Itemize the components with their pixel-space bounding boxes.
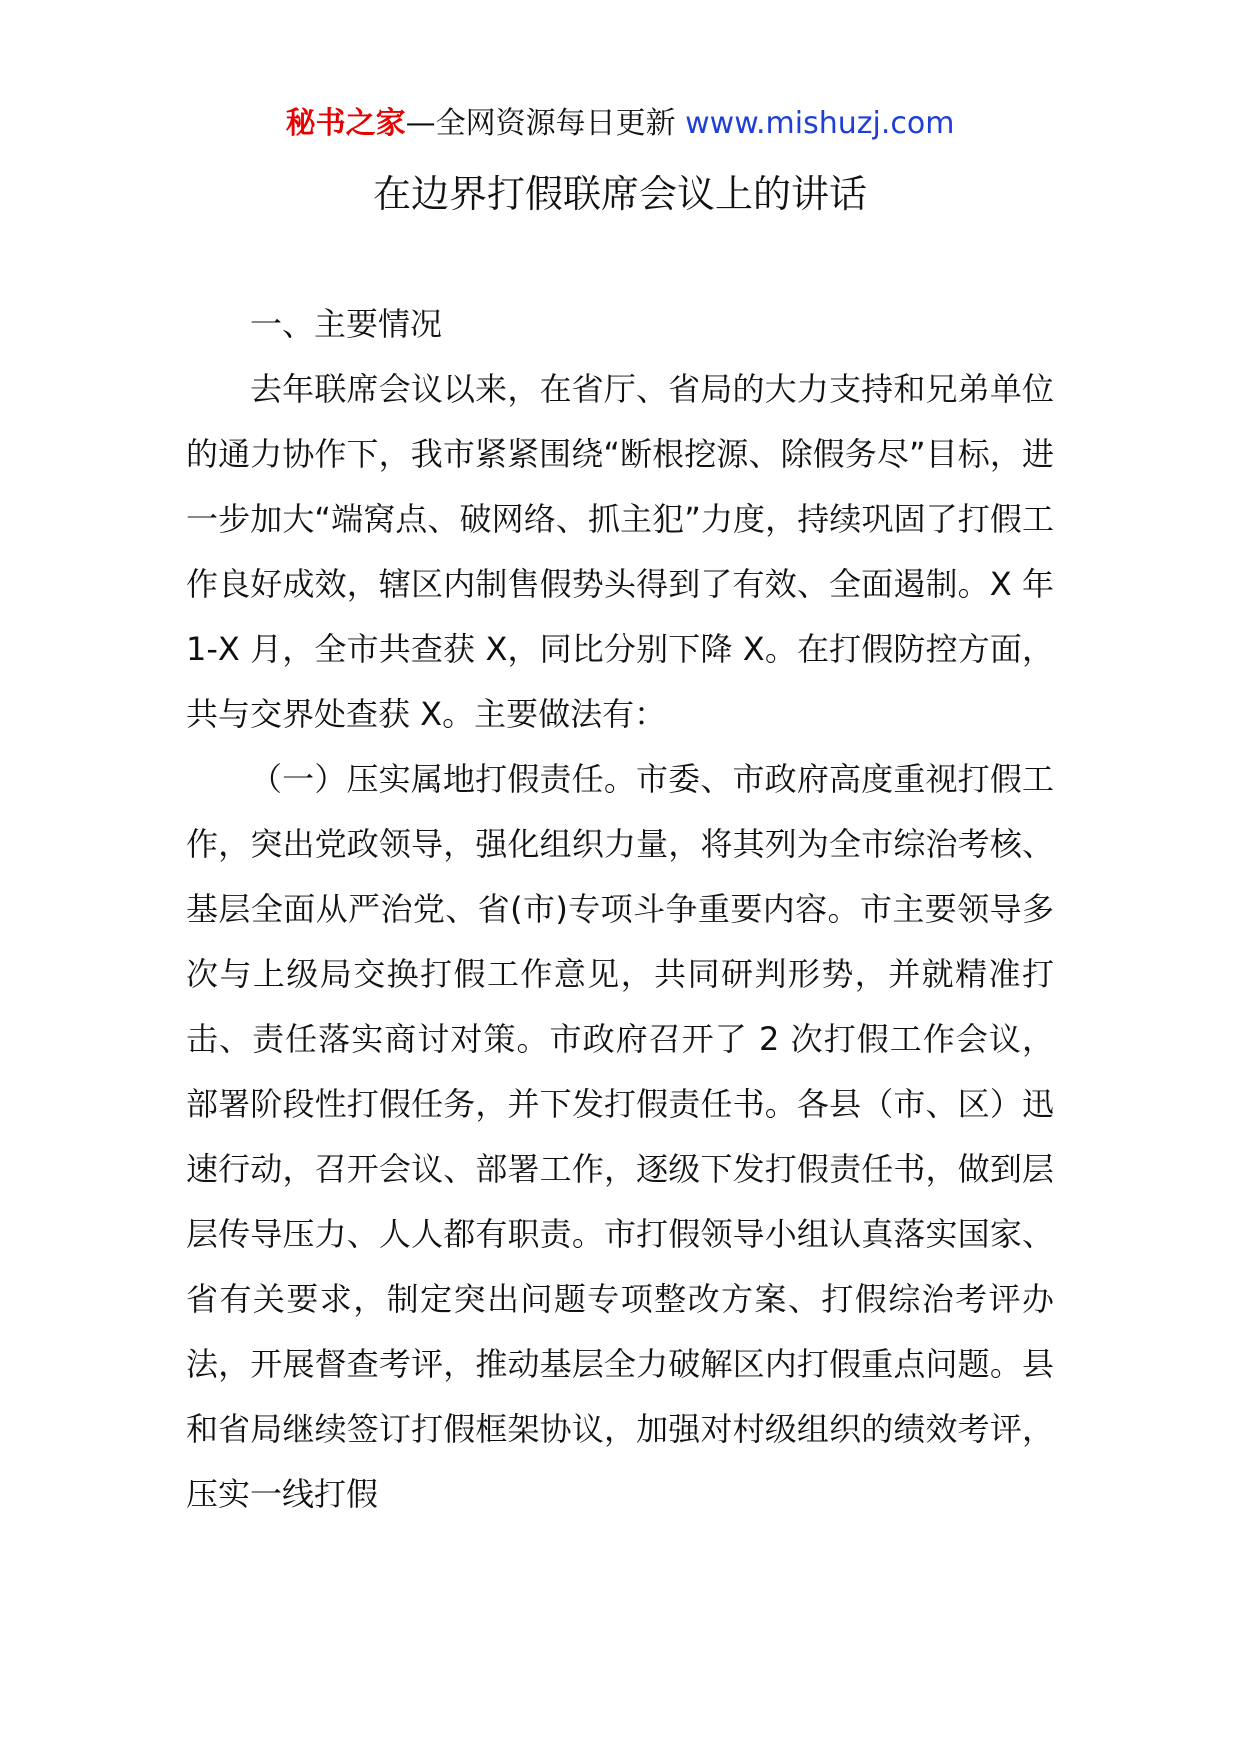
document-body [186,292,1054,1527]
site-url-link[interactable]: www.mishuzj.com [685,106,955,141]
document-title: 在边界打假联席会议上的讲话 [372,172,867,216]
site-tagline: —全网资源每日更新 [405,106,686,141]
paragraph: 去年联席会议以来，在省厅、省局的大力支持和兄弟单位的通力协作下，我市紧紧围绕“断根挖源、除假务尽”目标，进一步加大“端窝点、破网络、抓主犯”力度，持续巩固了打假工作良好成效，辖区内制售假势头得到了有效、全面遏制。X 年 1-X 月，全市共查获 X，同比分别下降 X。在打假防控方面，共与交界处查获 X。主要做法有： [186,370,1054,733]
site-header [0,102,1240,146]
site-brand: 秘书之家 [285,106,406,141]
paragraph: （一）压实属地打假责任。市委、市政府高度重视打假工作，突出党政领导，强化组织力量，将其列为全市综治考核、基层全面从严治党、省(市)专项斗争重要内容。市主要领导多次与上级局交换打假工作意见，共同研判形势，并就精准打击、责任落实商讨对策。市政府召开了 2 次打假工作会议，部署阶段性打假任务，并下发打假责任书。各县（市、区）迅速行动，召开会议、部署工作，逐级下发打假责任书，做到层层传导压力、人人都有职责。市打假领导小组认真落实国家、省有关要求，制定突出问题专项整改方案、打假综治考评办法，开展督查考评，推动基层全力破解区内打假重点问题。县和省局继续签订打假框架协议，加强对村级组织的绩效考评，压实一线打假 [186,760,1054,1513]
section-heading: 一、主要情况 [250,305,443,343]
